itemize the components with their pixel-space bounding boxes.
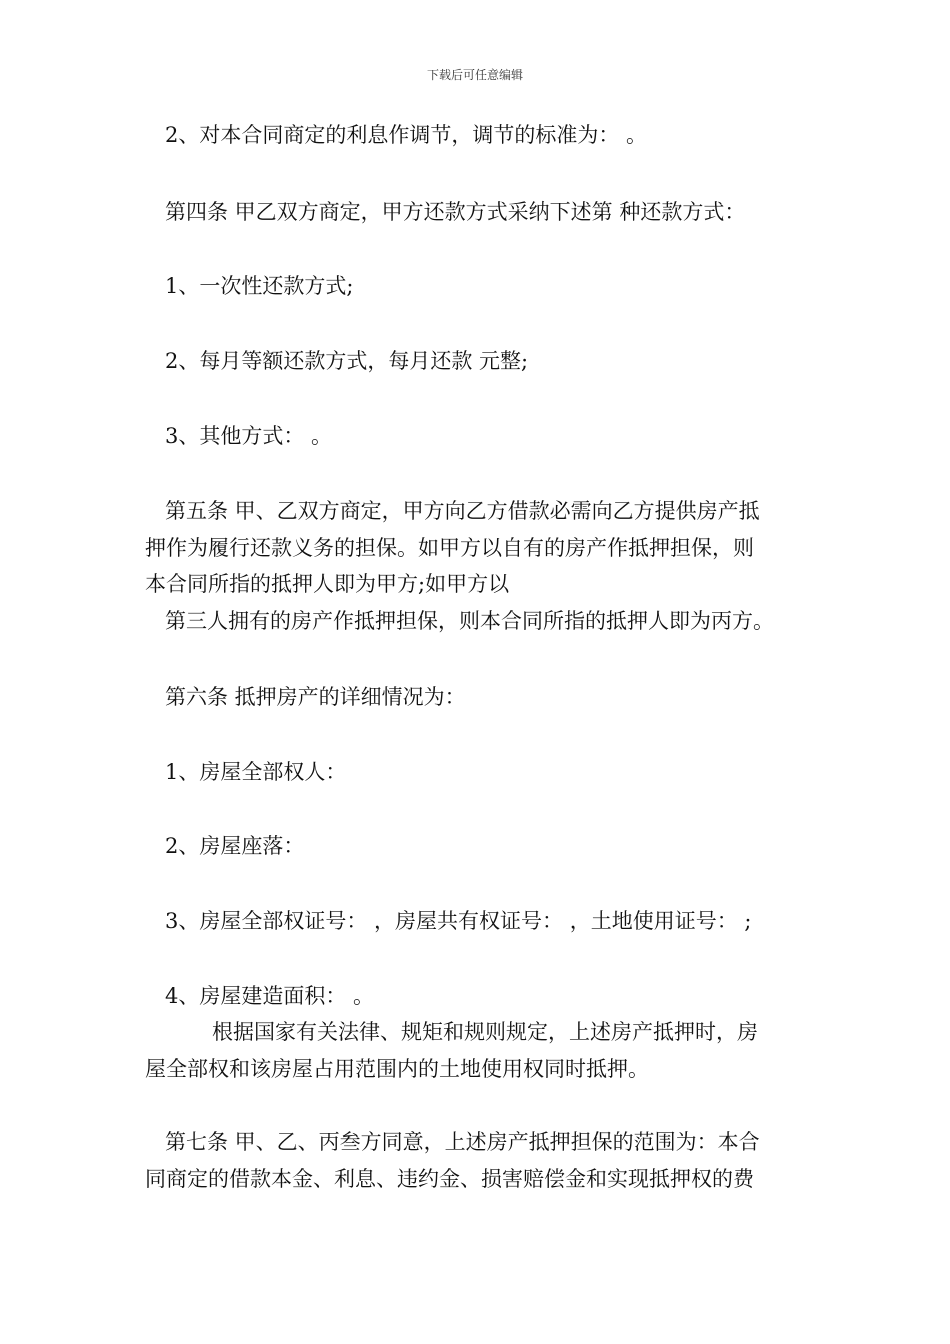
page-header: 下载后可任意编辑: [426, 68, 523, 82]
text-line: 第五条 甲、乙双方商定，甲方向乙方借款必需向乙方提供房产抵: [165, 499, 760, 523]
text-line: 2、每月等额还款方式，每月还款 元整;: [165, 349, 529, 373]
text-line: 2、房屋座落：: [165, 834, 305, 858]
text-line: 第六条 抵押房产的详细情况为：: [165, 685, 466, 709]
text-line: 1、房屋全部权人：: [165, 760, 347, 784]
text-line: 4、房屋建造面积： 。: [165, 984, 375, 1008]
text-line: 1、一次性还款方式;: [165, 274, 354, 298]
text-line: 第三人拥有的房产作抵押担保，则本合同所指的抵押人即为丙方。: [165, 609, 774, 633]
text-line: 3、其他方式： 。: [165, 424, 333, 448]
text-line: 屋全部权和该房屋占用范围内的土地使用权同时抵押。: [145, 1057, 649, 1081]
text-line: 同商定的借款本金、利息、违约金、损害赔偿金和实现抵押权的费: [145, 1167, 754, 1191]
text-line: 本合同所指的抵押人即为甲方;如甲方以: [145, 572, 510, 596]
text-line: 3、房屋全部权证号： ，房屋共有权证号： ，土地使用证号： ;: [165, 909, 752, 933]
text-line: 根据国家有关法律、规矩和规则规定，上述房产抵押时，房: [212, 1020, 758, 1044]
text-line: 押作为履行还款义务的担保。如甲方以自有的房产作抵押担保，则: [145, 536, 754, 560]
text-line: 第七条 甲、乙、丙叁方同意，上述房产抵押担保的范围为：本合: [165, 1130, 760, 1154]
text-line: 第四条 甲乙双方商定，甲方还款方式采纳下述第 种还款方式：: [165, 200, 746, 224]
text-line: 2、对本合同商定的利息作调节，调节的标准为： 。: [165, 123, 648, 147]
